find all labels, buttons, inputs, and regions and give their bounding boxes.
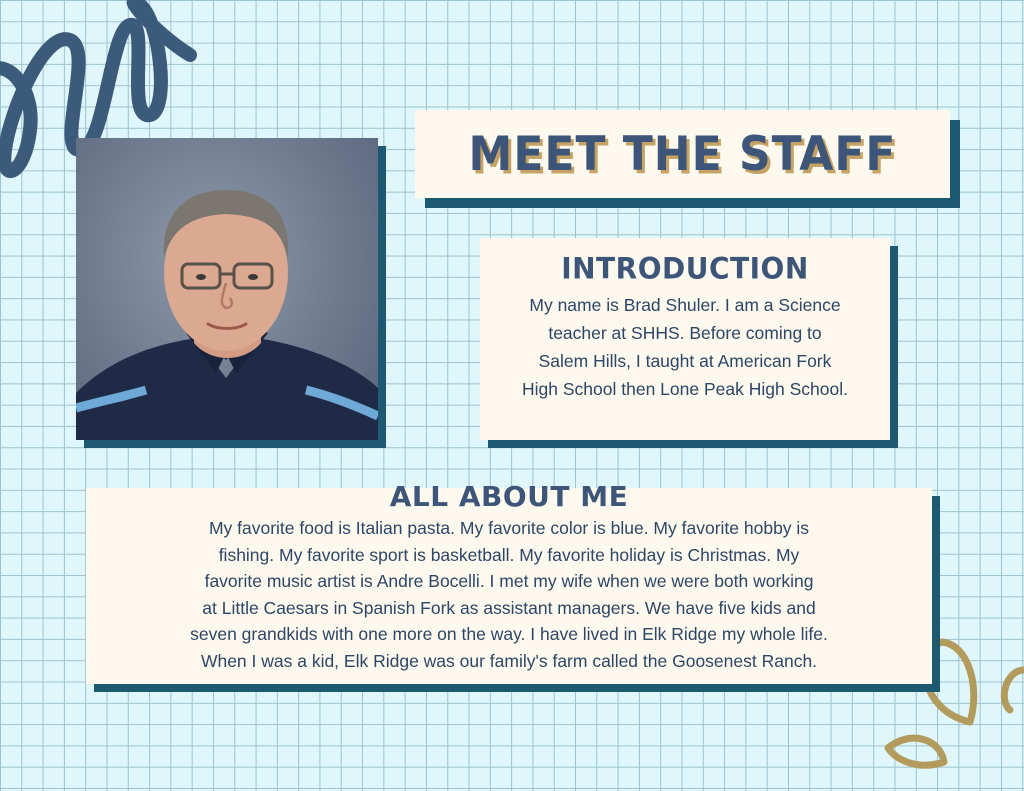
page-title: MEET THE STAFF [468,126,897,182]
about-line: at Little Caesars in Spanish Fork as assistant managers. We have five kids and [202,597,816,618]
title-card [415,110,950,198]
staff-photo [76,138,378,440]
about-line: When I was a kid, Elk Ridge was our family's farm called the Goosenest Ranch. [200,650,818,671]
portrait-illustration [76,138,378,440]
introduction-line: High School then Lone Peak High School. [522,379,848,399]
about-me-heading: ALL ABOUT ME [389,480,629,513]
introduction-heading: INTRODUCTION [561,251,809,286]
introduction-card [480,238,890,440]
introduction-line: Salem Hills, I taught at American Fork [538,351,832,371]
about-line: seven grandkids with one more on the way. I have lived in Elk Ridge my whole life. [190,624,828,644]
about-line: fishing. My favorite sport is basketball. My favorite holiday is Christmas. My [218,544,800,565]
about-me-card [86,480,932,684]
about-line: favorite music artist is Andre Bocelli. I met my wife when we were both working [204,571,814,591]
introduction-line: teacher at SHHS. Before coming to [548,323,822,343]
about-line: My favorite food is Italian pasta. My favorite color is blue. My favorite hobby is [208,518,810,538]
introduction-line: My name is Brad Shuler. I am a Science [529,295,841,315]
